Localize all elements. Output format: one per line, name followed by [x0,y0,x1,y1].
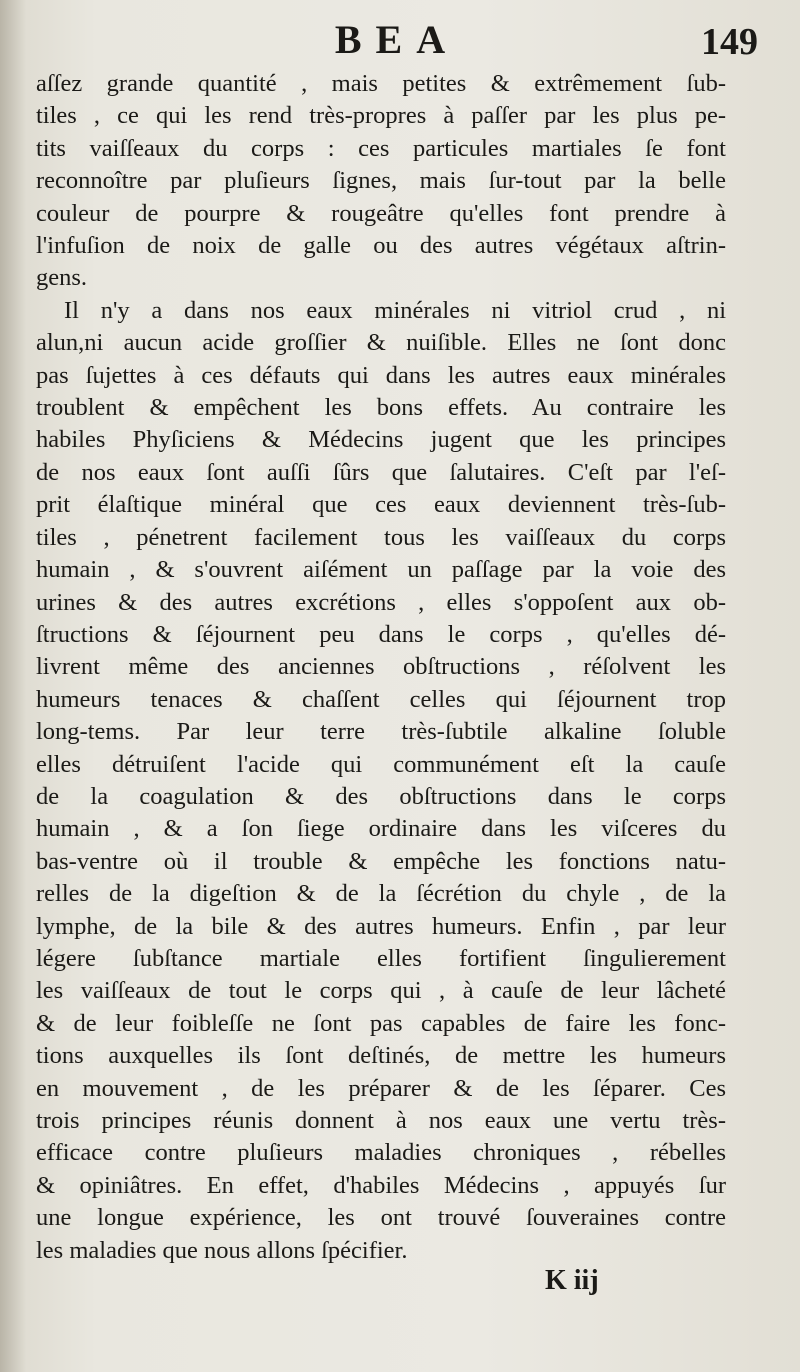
running-head: BEA [334,17,460,62]
text-line: reconnoître par pluſieurs ſignes, mais ſur-tout par la belle [36,167,726,195]
text-line: humeurs tenaces & chaſſent celles qui ſéjournent trop [36,685,726,713]
text-line: une longue expérience, les ont trouvé ſouveraines contre [36,1204,726,1232]
text-line: alun,ni aucun acide groſſier & nuiſible. Elles ne ſont donc [36,329,726,357]
text-line: en mouvement , de les préparer & de les ſéparer. Ces [36,1074,726,1102]
text-line: bas-ventre où il trouble & empêche les fonctions natu- [36,847,726,875]
text-line: efficace contre pluſieurs maladies chroniques , rébelles [36,1139,726,1167]
text-line: & opiniâtres. En effet, d'habiles Médecins , appuyés ſur [36,1171,726,1199]
text-line: relles de la digeſtion & de la ſécrétion du chyle , de la [36,880,726,908]
text-line: Il n'y a dans nos eaux minérales ni vitriol crud , ni [64,296,726,324]
text-line: les vaiſſeaux de tout le corps qui , à cauſe de leur lâcheté [36,977,726,1005]
text-line: prit élaſtique minéral que ces eaux deviennent très-ſub- [36,491,726,519]
text-line: l'infuſion de noix de galle ou des autres végétaux aſtrin- [36,232,726,260]
text-line: les maladies que nous allons ſpécifier. [36,1236,408,1264]
text-line: tits vaiſſeaux du corps : ces particules martiales ſe font [36,134,726,162]
text-line: humain , & s'ouvrent aiſément un paſſage par la voie des [36,556,726,584]
text-line: & de leur foibleſſe ne ſont pas capables de faire les fonc- [36,1009,726,1037]
text-line: tions auxquelles ils ſont deſtinés, de mettre les humeurs [36,1042,726,1070]
text-line: légere ſubſtance martiale elles fortifient ſingulierement [36,944,726,972]
text-line: tiles , pénetrent facilement tous les vaiſſeaux du corps [36,523,726,551]
page-number: 149 [701,21,758,63]
text-line: elles détruiſent l'acide qui communément eſt la cauſe [36,750,726,778]
text-line: trois principes réunis donnent à nos eaux une vertu très- [36,1107,726,1134]
text-line: pas ſujettes à ces défauts qui dans les autres eaux minérales [36,361,726,389]
binding-shadow [0,0,26,1372]
text-line: livrent même des anciennes obſtructions , réſolvent les [36,653,726,681]
page-header [36,12,758,62]
text-line: de la coagulation & des obſtructions dans le corps [36,782,726,810]
text-line: habiles Phyſiciens & Médecins jugent que les principes [36,426,726,454]
text-line: urines & des autres excrétions , elles s'oppoſent aux ob- [36,588,726,616]
text-line: troublent & empêchent les bons effets. Au contraire les [36,394,726,422]
text-line: aſſez grande quantité , mais petites & extrêmement ſub- [36,70,726,97]
text-line: lymphe, de la bile & des autres humeurs. Enfin , par leur [36,912,726,940]
text-line: couleur de pourpre & rougeâtre qu'elles font prendre à [36,199,726,227]
text-line: tiles , ce qui les rend très-propres à paſſer par les plus pe- [36,102,726,130]
body-text [36,68,726,1267]
text-line: gens. [36,264,88,292]
text-line: de nos eaux ſont auſſi ſûrs que ſalutaires. C'eſt par l'eſ- [36,458,726,486]
text-line: long-tems. Par leur terre très-ſubtile alkaline ſoluble [36,718,726,746]
signature-mark: K iij [545,1265,599,1296]
text-line: humain , & a ſon ſiege ordinaire dans les viſceres du [36,815,726,843]
text-line: ſtructions & ſéjournent peu dans le corps , qu'elles dé- [36,620,726,648]
